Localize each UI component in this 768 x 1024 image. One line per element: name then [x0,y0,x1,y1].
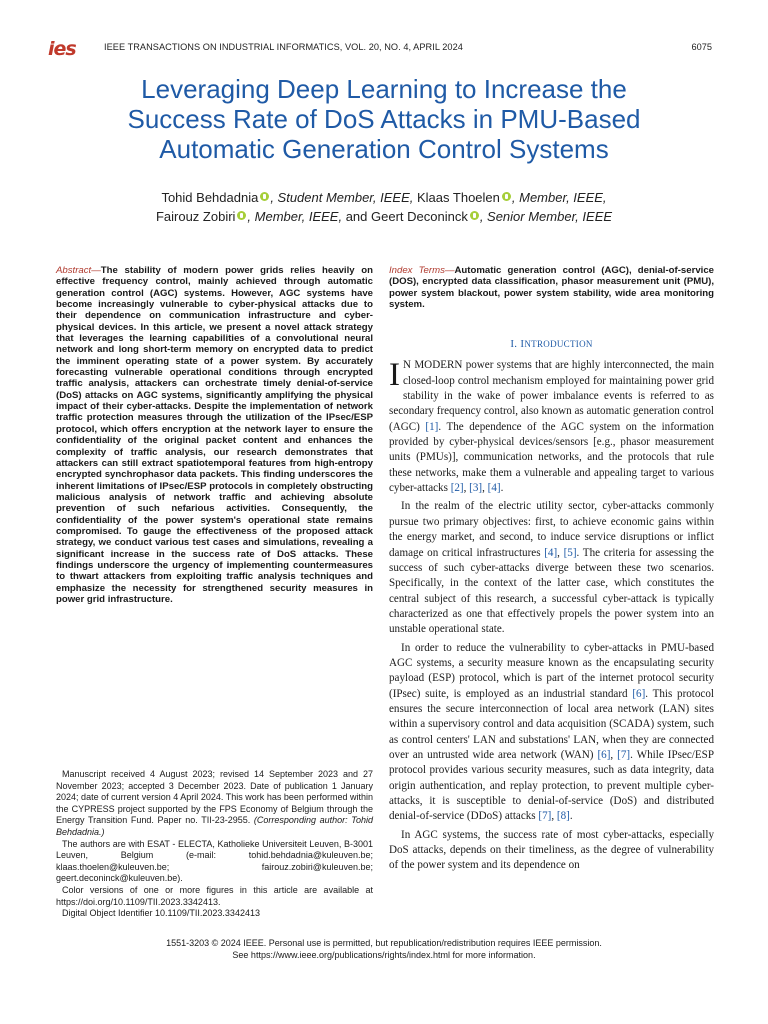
corresponding-author: (Corresponding author: Tohid Behdadnia.) [56,815,373,837]
citation-link[interactable]: [3] [469,482,483,495]
paragraph-text: In order to reduce the vulnerability to cyber-attacks in PMU-based AGC systems, a security measure known as the encapsulating security payload (ESP) protocol, which is part of the internet protocol security (IPsec) suite, is employed as an industrial standard [389,641,714,700]
author-name: Klaas Thoelen [413,190,500,205]
section-initial: I [520,338,525,351]
paper-title [40,74,728,164]
left-column [56,265,373,605]
index-terms-text: Automatic generation control (AGC), denial-of-service (DOS), encrypted data classification, phasor measurement unit (PMU), power system blackout, power system stability, wide area monitoring system. [389,265,714,311]
title-line-2: Success Rate of DoS Attacks in PMU-Based [127,104,641,134]
intro-paragraph-4 [389,828,714,874]
intro-paragraph-3 [389,641,714,825]
paragraph-text: . The dependence of the AGC system on the information provided by cyber-physical devices/sensors [e.g., phasor measurement units (PMUs)], communication networks, and the protocols that rule these networks, make them a vulnerable and appealing target to various cyber-attacks [389,420,714,495]
first-page-footnote [56,769,373,920]
separator: , [551,810,557,823]
separator: , [610,748,618,761]
footnote-text: Manuscript received 4 August 2023; revised 14 September 2023 and 27 November 2023; accepted 3 December 2023. Date of publication 1 January 2024; date of current version 4 April 2024. This work has been performed within the CYPRESS project supported by the FPS Economy of Belgium through the Energy Transition Fund. Paper no. TII-23-2955. [56,769,373,826]
paragraph-text: In the realm of the electric utility sector, cyber-attacks commonly pursue two primary objectives: first, to achieve economic gains within the energy market, and second, to induce service disruptions or inflict damage on critical infrastructures [389,500,714,559]
author-role: , Member, IEEE, [511,190,607,205]
author-line-1 [40,188,728,207]
separator: , [463,482,470,495]
author-name: Fairouz Zobiri [155,209,236,224]
author-name: and Geert Deconinck [342,209,468,224]
section-numeral: I. [510,338,521,351]
running-head: IEEE TRANSACTIONS ON INDUSTRIAL INFORMATICS, VOL. 20, NO. 4, APRIL 2024 [104,42,463,52]
ies-logo: ies [48,38,76,60]
footnote-manuscript [56,769,373,839]
author-role: , Member, IEEE, [247,209,343,224]
separator: . [500,482,504,495]
right-column [389,265,714,874]
citation-link[interactable]: [2] [450,482,464,495]
title-line-3: Automatic Generation Control Systems [159,134,609,164]
page-number: 6075 [691,42,712,52]
separator: , [557,546,564,559]
section-title-rest: NTRODUCTION [524,339,593,350]
abstract [56,265,373,605]
drop-cap: I [389,357,400,394]
footnote-color-versions: Color versions of one or more figures in this article are available at https://doi.org/10.1109/TII.2023.3342413. [56,884,373,907]
copyright-notice [40,938,728,961]
orcid-icon[interactable] [237,211,246,220]
citation-link[interactable]: [1] [425,420,439,433]
orcid-icon[interactable] [260,192,269,201]
citation-link[interactable]: [7] [617,748,631,761]
paragraph-text: N MODERN power systems that are highly interconnected, the main closed-loop control mechanism employed for maintaining power grid stability in the wake of power imbalance events is referred to as secondary frequency control, also known as automatic generation control (AGC) [389,359,714,433]
author-list [40,188,728,226]
citation-link[interactable]: [6] [632,687,646,700]
copyright-line-1: 1551-3203 © 2024 IEEE. Personal use is permitted, but republication/redistribution requires IEEE permission. [166,938,602,948]
separator: , [482,482,488,495]
footnote-doi: Digital Object Identifier 10.1109/TII.2023.3342413 [62,908,260,919]
intro-paragraph-1 [389,358,714,496]
citation-link[interactable]: [4] [544,546,558,559]
footnote-affiliation: The authors are with ESAT - ELECTA, Katholieke Universiteit Leuven, B-3001 Leuven, Belgium (e-mail: tohid.behdadnia@kuleuven.be; klaas.thoelen@kuleuven.be; fairouz.zobiri@kuleuven.be; geert.deconinck@kuleuven.be). [56,838,373,884]
paragraph-text: . This protocol ensures the secure interconnection of local area network (LAN) sites within a supervisory control and data acquisition (SCADA) system, such as control centers' LAN and substations' LAN, when they are connected over an untrusted wide area network (WAN) [389,687,714,761]
abstract-text: The stability of modern power grids relies heavily on effective frequency control, mainly achieved through automatic generation control (AGC) systems. However, AGC systems have become increasingly vulnerable to cyber-physical attacks due to their dependence on communication infrastructure and cyber-physical devices. In this article, we present a novel attack strategy that leverages the learning capabilities of a convolutional neural network and long short-term memory on encrypted data to predict the imminent operating state of a power system. By accurately forecasting vulnerable operational conditions through encrypted traffic analysis, attackers can orchestrate timely denial-of-service (DoS) attacks on AGC systems, significantly amplifying the physical impact of their cyber-attacks. Despite the implementation of network traffic protection measures through the utilization of the IPsec/ESP protocol, which offers encryption at the network layer to ensure the confidentiality of the original packet content and enhances the complexity of traffic analysis, our research demonstrates that attackers can still extract spatiotemporal features from high-entropy encrypted synchrophasor data packets. This finding underscores the inherent limitations of IPsec/ESP protocols in completely obstructing malicious analysis of network traffic and achieving absolute prevention of such nefarious activities. Consequently, the confidentiality of the power system's operational state remains compromised. To gauge the effectiveness of the proposed attack strategy, we conduct various test cases and simulations, revealing a significant increase in the success rate of DoS attacks. These findings underscore the urgency of implementing countermeasures to thwart attackers from exploiting traffic analysis techniques and emphasize the necessity for strengthened security measures in power grid infrastructure. [56,265,373,605]
title-line-1: Leveraging Deep Learning to Increase the [141,74,627,104]
copyright-line-2: See https://www.ieee.org/publications/rights/index.html for more information. [232,949,536,960]
author-role: , Student Member, IEEE, [270,190,414,205]
index-terms-label: Index Terms— [389,265,455,276]
orcid-icon[interactable] [502,192,511,201]
intro-paragraph-2 [389,499,714,637]
paragraph-text: In AGC systems, the success rate of most cyber-attacks, especially DoS attacks, depends on their timeliness, as the degree of vulnerability of the power system and its dependence on [389,828,714,872]
citation-link[interactable]: [7] [538,810,552,823]
citation-link[interactable]: [8] [556,810,570,823]
citation-link[interactable]: [4] [487,482,501,495]
index-terms [389,265,714,310]
author-role: , Senior Member, IEEE [479,209,613,224]
citation-link[interactable]: [6] [597,748,611,761]
separator: . [569,810,573,823]
section-heading-introduction [389,338,714,350]
paragraph-text: . The criteria for assessing the success of such cyber-attacks diverge between these two scenarios. Specifically, in the context of the latter case, which constitutes the central subject of this research, a successful cyber-attack is typically characterized as one that effectively propels the power system into an unstable operational state. [389,546,714,636]
citation-link[interactable]: [5] [563,546,577,559]
orcid-icon[interactable] [470,211,479,220]
author-name: Tohid Behdadnia [161,190,259,205]
paragraph-text: . While IPsec/ESP protocol provides various security measures, such as data integrity, data origin authentication, and replay protection, to prevent multiple cyber-attacks, it is susceptible to denial-of-service (DoS) and distributed denial-of-service (DDoS) attacks [389,748,714,823]
abstract-label: Abstract— [56,265,101,276]
author-line-2 [40,207,728,226]
